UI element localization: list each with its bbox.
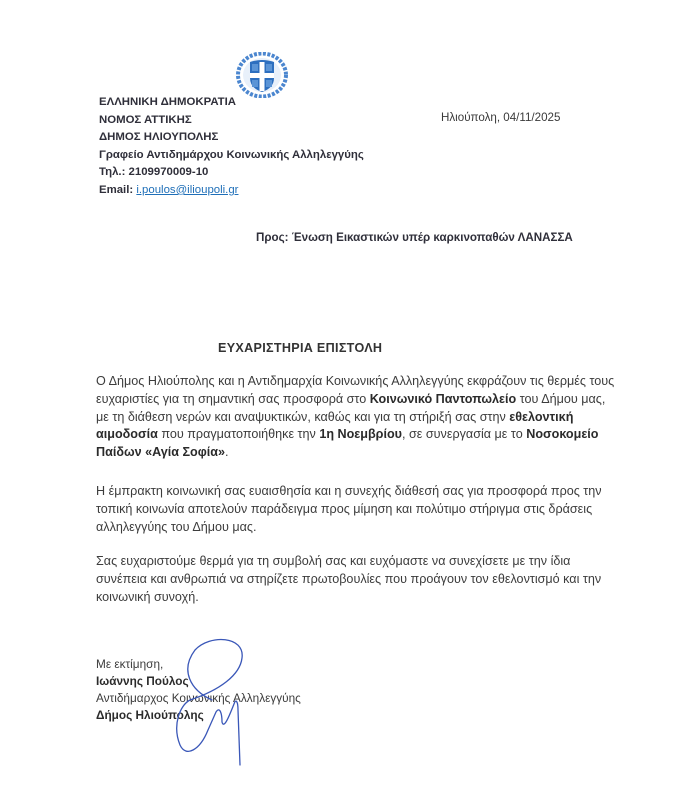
letter-title: ΕΥΧΑΡΙΣΤΗΡΙΑ ΕΠΙΣΤΟΛΗ [218, 341, 383, 355]
p1-bold-blood-donation: εθελοντική αιμοδοσία [96, 409, 574, 442]
p1-text-5: . [225, 445, 229, 460]
p1-text-3: που πραγματοποιήθηκε την [157, 427, 320, 442]
closing-block [96, 656, 301, 724]
p1-bold-hospital: Νοσοκομείο Παίδων «Αγία Σοφία» [96, 427, 599, 460]
letterhead [99, 94, 364, 200]
letterhead-office: Γραφείο Αντιδημάρχου Κοινωνικής Αλληλεγγύης [99, 148, 364, 161]
date-line: Ηλιούπολη, 04/11/2025 [441, 111, 561, 124]
p1-text-2: του Δήμου μας, με τη διάθεση νερών και αναψυκτικών, καθώς και για τη στήριξή σας στην [96, 391, 606, 424]
letterhead-email [99, 182, 364, 200]
signer-role: Αντιδήμαρχος Κοινωνικής Αλληλεγγύης [96, 691, 301, 705]
p1-bold-date: 1η Νοεμβρίου [319, 427, 402, 442]
body-paragraph-1 [96, 373, 616, 462]
p1-bold-social-grocery: Κοινωνικό Παντοπωλείο [369, 391, 517, 406]
email-label: Email: [99, 183, 134, 196]
greek-coat-of-arms-icon [236, 52, 288, 98]
signer-organization: Δήμος Ηλιούπολης [96, 708, 204, 722]
email-link[interactable]: i.poulos@ilioupoli.gr [136, 183, 239, 196]
p1-text-1: Ο Δήμος Ηλιούπολης και η Αντιδημαρχία Κοινωνικής Αλληλεγγύης εκφράζουν τις θερμές τους ευχαριστίες για τη σημαντική σας προσφορά στο [96, 374, 615, 406]
p1-text-4: , σε συνεργασία με το [402, 427, 527, 442]
body-paragraph-3: Σας ευχαριστούμε θερμά για τη συμβολή σας και ευχόμαστε να συνεχίσετε με την ίδια συνέπεια και ανθρωπιά να στηρίζετε πρωτοβουλίες που προάγουν τον εθελοντισμό και την κοινωνική συνοχή. [96, 554, 602, 604]
signer-name: Ιωάννης Πούλος [96, 674, 189, 688]
body-paragraph-2: Η έμπρακτη κοινωνική σας ευαισθησία και η συνεχής διάθεσή σας για προσφορά προς την τοπική κοινωνία αποτελούν παράδειγμα προς μίμηση και πολύτιμο στήριγμα στις δράσεις αλληλεγγύης του Δήμου μας. [96, 484, 602, 534]
letterhead-phone [99, 164, 364, 182]
letterhead-country: ΕΛΛΗΝΙΚΗ ΔΗΜΟΚΡΑΤΙΑ [99, 96, 236, 108]
closing-salutation: Με εκτίμηση, [96, 657, 164, 671]
phone-label: Τηλ.: [99, 166, 126, 179]
letterhead-prefecture: ΝΟΜΟΣ ΑΤΤΙΚΗΣ [99, 113, 192, 126]
letterhead-municipality: ΔΗΜΟΣ ΗΛΙΟΥΠΟΛΗΣ [99, 131, 219, 144]
phone-number: 2109970009-10 [128, 166, 209, 179]
recipient: Προς: Ένωση Εικαστικών υπέρ καρκινοπαθών ΛΑΝΑΣΣΑ [256, 231, 573, 244]
